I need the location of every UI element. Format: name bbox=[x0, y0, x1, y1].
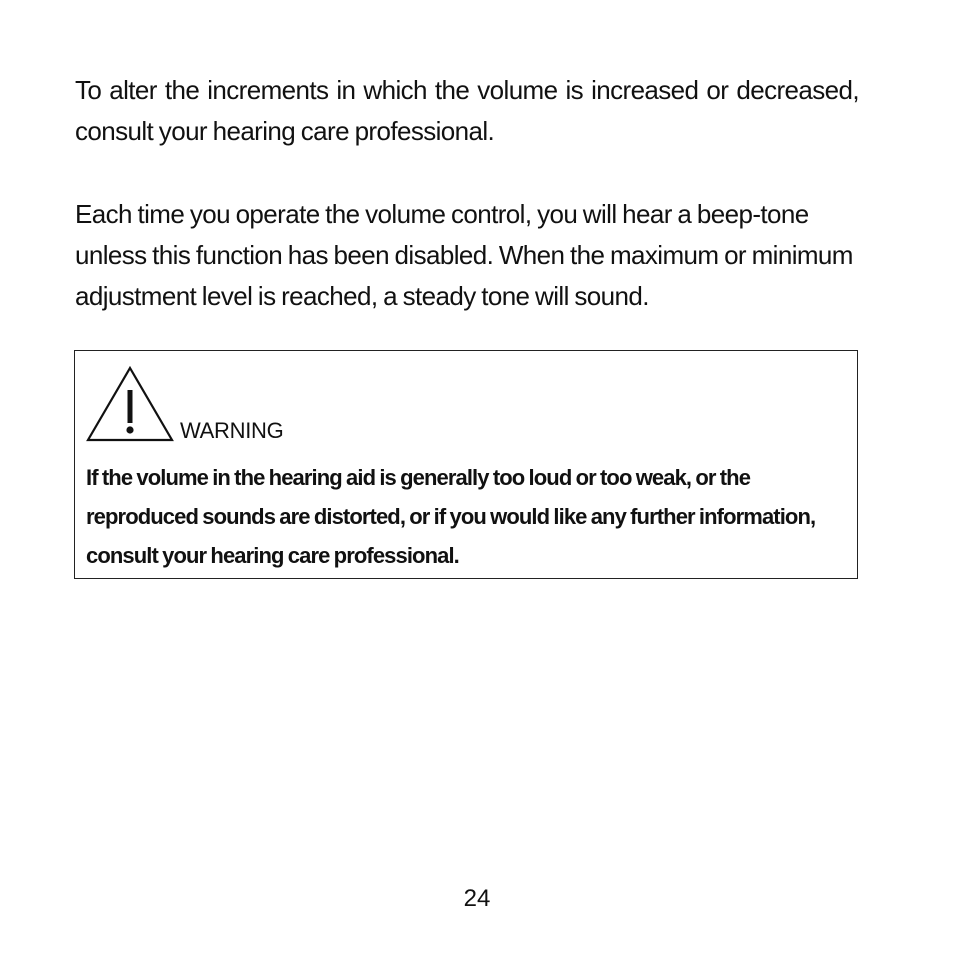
paragraph-beep-tone: Each time you operate the volume control, you will hear a beep-tone unless this function has been disabled. When the maximum or minimum adjustment level is reached, a steady tone will sound. bbox=[75, 199, 853, 311]
warning-triangle-icon bbox=[86, 366, 174, 442]
warning-box bbox=[74, 350, 858, 579]
page-number: 24 bbox=[463, 885, 491, 912]
warning-header bbox=[86, 366, 283, 442]
warning-label: WARNING bbox=[180, 418, 284, 443]
warning-text: If the volume in the hearing aid is generally too loud or too weak, or the reproduced sounds are distorted, or if you would like any further information, consult your hearing care professional. bbox=[86, 465, 816, 568]
paragraph-volume-increments: To alter the increments in which the volume is increased or decreased, consult your hearing care professional. bbox=[75, 75, 859, 146]
